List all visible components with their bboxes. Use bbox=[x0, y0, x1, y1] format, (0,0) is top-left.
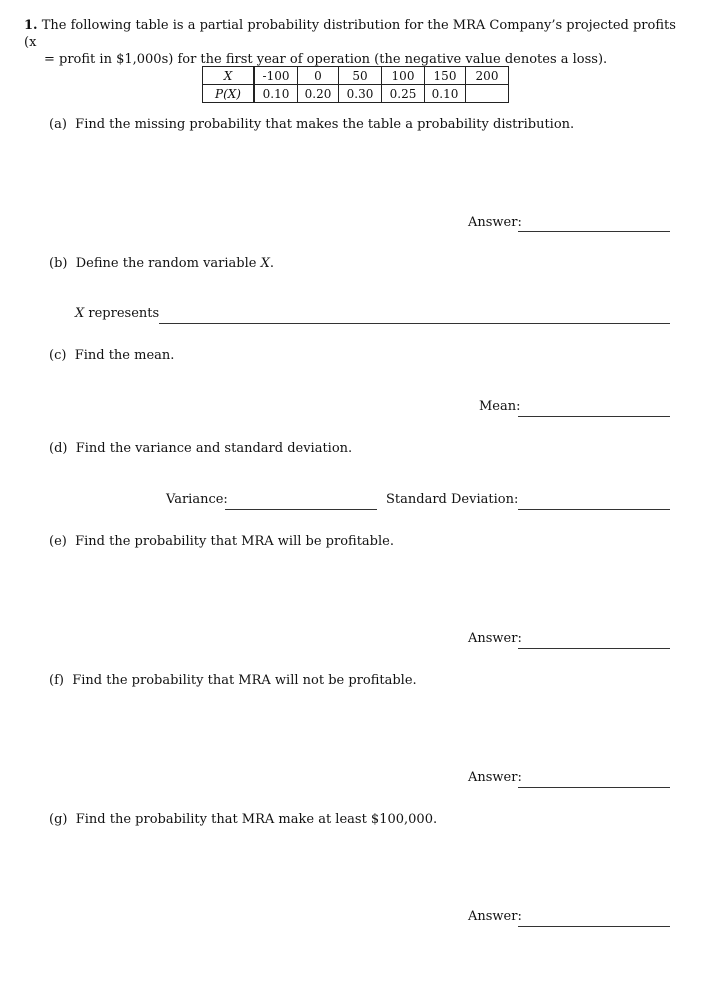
part-b-text-prefix: Define the random variable bbox=[75, 256, 261, 271]
table-cell-x: 0 bbox=[298, 67, 339, 85]
table-cell-x: 200 bbox=[466, 67, 509, 85]
part-c-text: Find the mean. bbox=[74, 348, 175, 363]
part-b-label: (b) bbox=[49, 256, 68, 271]
part-b-answer-label bbox=[75, 306, 159, 321]
table-cell-p: 0.30 bbox=[339, 85, 382, 103]
part-g-text: Find the probability that MRA make at least $100,000. bbox=[75, 812, 438, 827]
table-cell-x: 100 bbox=[382, 67, 425, 85]
part-a-answer-line[interactable] bbox=[518, 231, 670, 232]
problem-intro-line1 bbox=[24, 17, 684, 51]
part-b-text-suffix: . bbox=[269, 256, 275, 271]
part-d-sd-label: Standard Deviation: bbox=[386, 492, 519, 507]
table-cell-x: -100 bbox=[254, 67, 298, 85]
part-e-text: Find the probability that MRA will be profitable. bbox=[75, 534, 394, 549]
part-g-label: (g) bbox=[49, 812, 68, 827]
part-e-answer-line[interactable] bbox=[518, 648, 670, 649]
part-g-answer-label: Answer: bbox=[468, 909, 522, 924]
table-cell-x: 150 bbox=[425, 67, 466, 85]
part-c-question bbox=[49, 348, 174, 363]
part-d-variance-line[interactable] bbox=[225, 509, 377, 510]
table-cell-x: 50 bbox=[339, 67, 382, 85]
part-d-variance-label: Variance: bbox=[166, 492, 228, 507]
problem-text-line2: = profit in $1,000s) for the first year of operation (the negative value denotes a loss). bbox=[44, 52, 608, 67]
problem-number: 1. bbox=[24, 18, 38, 33]
part-d-label: (d) bbox=[49, 441, 68, 456]
part-a-answer-label: Answer: bbox=[468, 215, 522, 230]
part-b-question bbox=[49, 256, 274, 271]
part-b-answer-line[interactable] bbox=[159, 323, 670, 324]
part-b-text-var: X bbox=[260, 256, 270, 271]
part-b-answer-text: represents bbox=[84, 306, 160, 321]
table-header-x: X bbox=[203, 67, 255, 85]
part-e-question bbox=[49, 534, 394, 549]
part-f-question bbox=[49, 673, 417, 688]
part-a-text: Find the missing probability that makes the table a probability distribution. bbox=[75, 117, 575, 132]
part-f-text: Find the probability that MRA will not be profitable. bbox=[72, 673, 417, 688]
part-d-question bbox=[49, 441, 352, 456]
part-c-label: (c) bbox=[49, 348, 67, 363]
part-g-answer-line[interactable] bbox=[518, 926, 670, 927]
part-f-answer-line[interactable] bbox=[518, 787, 670, 788]
part-c-answer-line[interactable] bbox=[518, 416, 670, 417]
part-e-answer-label: Answer: bbox=[468, 631, 522, 646]
probability-table bbox=[202, 66, 509, 103]
part-b-answer-var: X bbox=[75, 306, 85, 321]
problem-text-line1: The following table is a partial probability distribution for the MRA Company’s projected profits (x bbox=[24, 18, 676, 50]
table-cell-p: 0.10 bbox=[425, 85, 466, 103]
part-g-question bbox=[49, 812, 437, 827]
part-c-answer-label: Mean: bbox=[479, 399, 521, 414]
table-row-p bbox=[203, 85, 509, 103]
part-d-sd-line[interactable] bbox=[518, 509, 670, 510]
part-d-text: Find the variance and standard deviation. bbox=[75, 441, 353, 456]
part-a-label: (a) bbox=[49, 117, 67, 132]
table-row-x bbox=[203, 67, 509, 85]
table-cell-p: 0.25 bbox=[382, 85, 425, 103]
table-cell-p-missing[interactable] bbox=[466, 85, 509, 103]
part-f-label: (f) bbox=[49, 673, 64, 688]
table-cell-p: 0.10 bbox=[254, 85, 298, 103]
part-e-label: (e) bbox=[49, 534, 67, 549]
table-cell-p: 0.20 bbox=[298, 85, 339, 103]
part-a-question bbox=[49, 117, 574, 132]
problem-intro bbox=[24, 17, 684, 68]
part-f-answer-label: Answer: bbox=[468, 770, 522, 785]
table-header-p: P(X) bbox=[203, 85, 255, 103]
